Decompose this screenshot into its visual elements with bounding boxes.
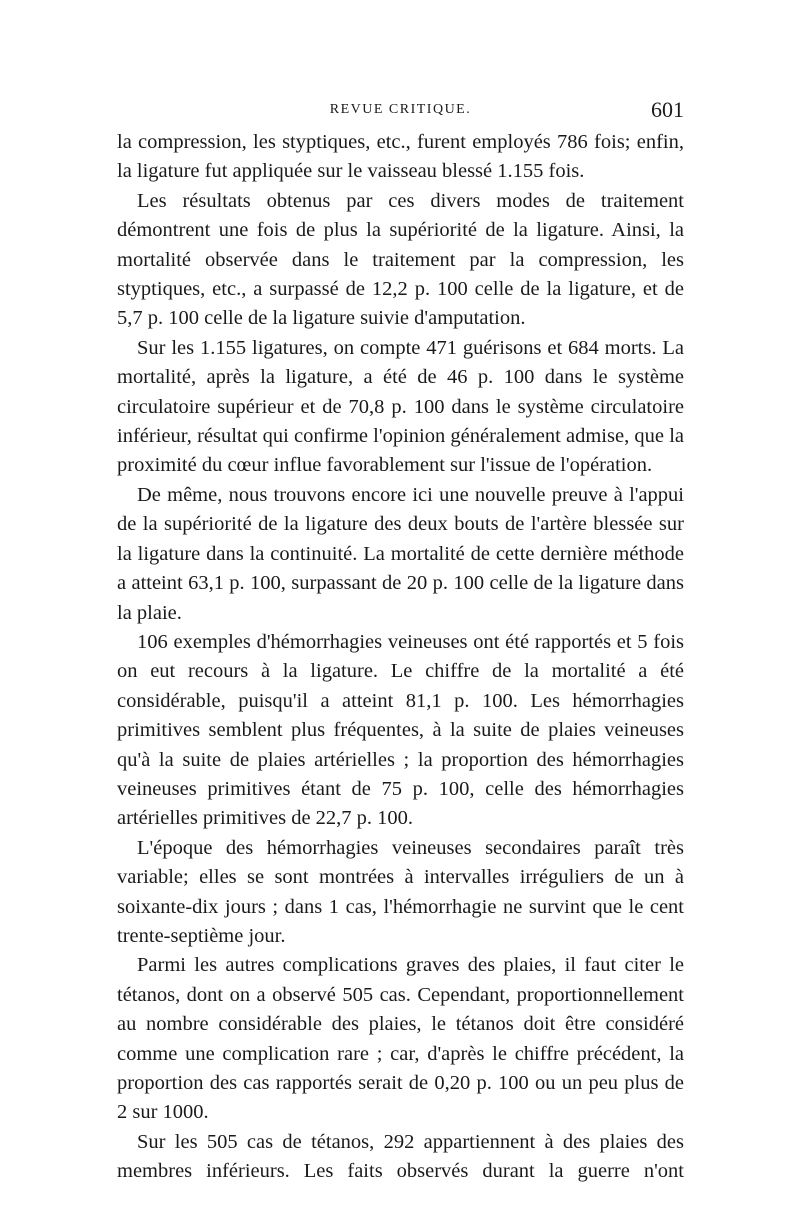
running-header: [117, 92, 684, 128]
paragraph-1: la compression, les styptiques, etc., furent employés 786 fois; enfin, la ligature fut appliquée sur le vaisseau blessé 1.155 fois.: [117, 131, 684, 183]
paragraph-2: Les résultats obtenus par ces divers modes de traitement démontrent une fois de plus la supériorité de la ligature. Ainsi, la mortalité observée dans le traitement par la compression, les styptiques, etc., a surpassé de 12,2 p. 100 celle de la ligature, et de 5,7 p. 100 celle de la ligature suivie d'amputation.: [117, 189, 684, 330]
paragraph-3: Sur les 1.155 ligatures, on compte 471 guérisons et 684 morts. La mortalité, après la ligature, a été de 46 p. 100 dans le système circulatoire supérieur et de 70,8 p. 100 dans le système circulatoire inférieur, résultat qui confirme l'opinion généralement admise, que la proximité du cœur influe favorablement sur l'issue de l'opération.: [117, 336, 684, 477]
paragraph-4: De même, nous trouvons encore ici une nouvelle preuve à l'appui de la supériorité de la ligature des deux bouts de l'artère blessée sur la ligature dans la continuité. La mortalité de cette dernière méthode a atteint 63,1 p. 100, surpassant de 20 p. 100 celle de la ligature dans la plaie.: [117, 483, 684, 624]
paragraph-5: 106 exemples d'hémorrhagies veineuses ont été rapportés et 5 fois on eut recours à la ligature. Le chiffre de la mortalité a été considérable, puisqu'il a atteint 81,1 p. 100. Les hémorrhagies primitives semblent plus fréquentes, à la suite de plaies veineuses qu'à la suite de plaies artérielles ; la proportion des hémorrhagies veineuses primitives étant de 75 p. 100, celle des hémorrhagies artérielles primitives de 22,7 p. 100.: [117, 630, 684, 830]
body-text: [117, 128, 684, 1187]
paragraph-7: Parmi les autres complications graves des plaies, il faut citer le tétanos, dont on a observé 505 cas. Cependant, proportionnellement au nombre considérable des plaies, le tétanos doit être considéré comme une complication rare ; car, d'après le chiffre précédent, la proportion des cas rapportés serait de 0,20 p. 100 ou un peu plus de 2 sur 1000.: [117, 954, 684, 1124]
paragraph-8: Sur les 505 cas de tétanos, 292 appartiennent à des plaies des membres inférieurs. Les faits observés durant la guerre n'ont: [117, 1130, 684, 1183]
page-number: 601: [651, 97, 684, 122]
paragraph-6: L'époque des hémorrhagies veineuses secondaires paraît très variable; elles se sont montrées à intervalles irréguliers de un à soixante-dix jours ; dans 1 cas, l'hémorrhagie ne survint que le cent trente-septième jour.: [117, 836, 684, 947]
document-page: [117, 92, 684, 1187]
running-title: REVUE CRITIQUE.: [329, 102, 472, 117]
